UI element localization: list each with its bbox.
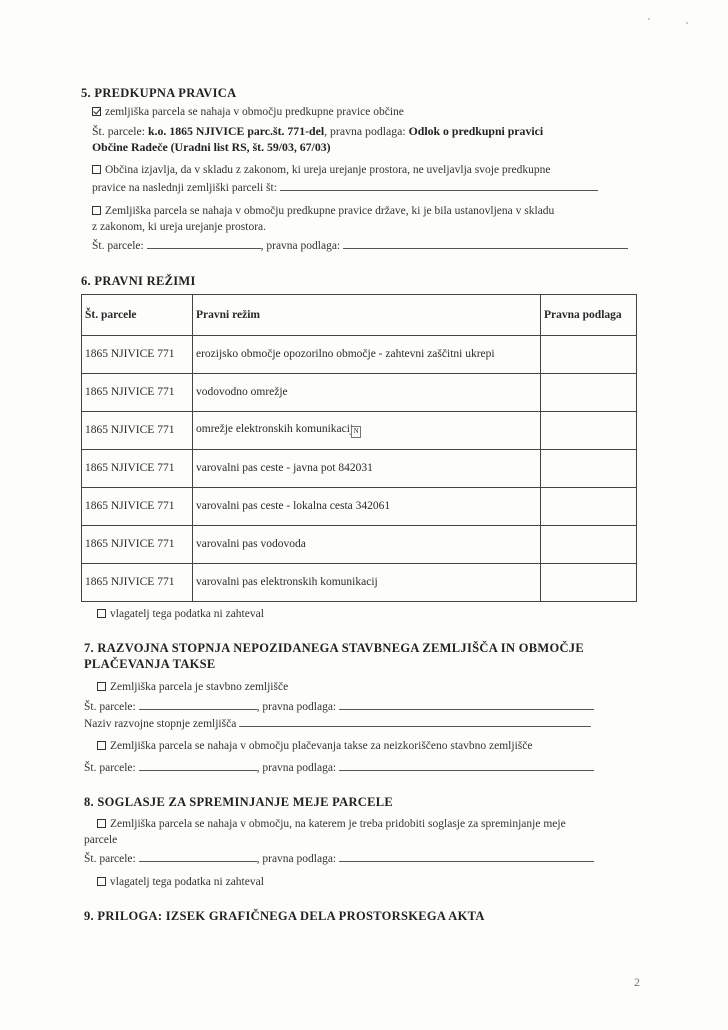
pravni-rezimi-table <box>81 294 637 602</box>
podlaga-field[interactable] <box>343 238 628 249</box>
s6-note <box>97 608 264 620</box>
s5-option-3-label: Zemljiška parcela se nahaja v območju predkupne pravice države, ki je bila ustanovljena v skladu <box>105 205 555 217</box>
parc-label: Št. parcele: <box>92 240 144 252</box>
s7-option-1-fields <box>84 699 594 713</box>
table-row <box>82 336 637 374</box>
section-8-title: 8. SOGLASJE ZA SPREMINJANJE MEJE PARCELE <box>84 795 394 809</box>
cell-rezim-text: omrežje elektronskih komunikacij <box>196 423 354 435</box>
parc-field[interactable] <box>147 238 261 249</box>
cell-podlaga <box>541 450 637 488</box>
section-7-title-cont: PLAČEVANJA TAKSE <box>84 657 216 671</box>
s8-option-1-fields <box>84 851 594 865</box>
checkbox-icon[interactable] <box>92 165 101 174</box>
checked-checkbox-icon[interactable] <box>92 107 101 116</box>
cell-podlaga <box>541 412 637 450</box>
checkbox-icon[interactable] <box>92 206 101 215</box>
s5-option-3-line-2 <box>92 221 266 233</box>
section-6-title: 6. PRAVNI REŽIMI <box>81 274 196 288</box>
page-number: 2 <box>634 975 640 989</box>
parc-label: Št. parcele: <box>84 853 136 865</box>
cell-rezim: varovalni pas elektronskih komunikacij <box>193 564 541 602</box>
podlaga-field[interactable] <box>339 851 594 862</box>
s7-naziv <box>84 716 591 730</box>
checkbox-icon[interactable] <box>97 819 106 828</box>
cell-parcela: 1865 NJIVICE 771 <box>82 526 193 564</box>
cell-rezim: vodovodno omrežje <box>193 374 541 412</box>
parc-label: Št. parcele: <box>84 762 136 774</box>
podlaga-label: , pravna podlaga: <box>256 762 337 774</box>
cell-parcela: 1865 NJIVICE 771 <box>82 564 193 602</box>
podlaga-value-cont: Občine Radeče (Uradni list RS, št. 59/03, 67/03) <box>92 140 331 154</box>
cell-rezim: varovalni pas vodovoda <box>193 526 541 564</box>
s7-option-1 <box>97 681 288 693</box>
s5-option-1-label: zemljiška parcela se nahaja v območju predkupne pravice občine <box>105 106 404 118</box>
parc-value: k.o. 1865 NJIVICE parc.št. 771-del <box>148 124 325 138</box>
table-row <box>82 374 637 412</box>
table-row <box>82 564 637 602</box>
checkbox-icon[interactable] <box>97 877 106 886</box>
s5-option-1-line-1 <box>92 124 543 139</box>
podlaga-label: , pravna podlaga: <box>256 701 337 713</box>
cell-rezim: erozijsko območje opozorilno območje - zahtevni zaščitni ukrepi <box>193 336 541 374</box>
s5-option-3-fields <box>92 238 628 252</box>
s5-option-3 <box>92 205 554 217</box>
cell-podlaga <box>541 526 637 564</box>
naziv-field[interactable] <box>239 716 591 727</box>
parc-label: Št. parcele: <box>92 124 149 138</box>
s7-option-2 <box>97 740 532 752</box>
s7-option-2-label: Zemljiška parcela se nahaja v območju plačevanja takse za neizkoriščeno stavbno zemljišče <box>110 740 533 752</box>
s7-option-2-fields <box>84 760 594 774</box>
parc-field[interactable] <box>139 760 257 771</box>
podlaga-field[interactable] <box>339 760 594 771</box>
naziv-label: Naziv razvojne stopnje zemljišča <box>84 718 237 730</box>
cell-parcela: 1865 NJIVICE 771 <box>82 336 193 374</box>
s5-option-2-line-2 <box>92 180 598 194</box>
cell-parcela: 1865 NJIVICE 771 <box>82 412 193 450</box>
table-row <box>82 488 637 526</box>
section-9-title: 9. PRILOGA: IZSEK GRAFIČNEGA DELA PROSTORSKEGA AKTA <box>84 909 485 923</box>
s8-note-label: vlagatelj tega podatka ni zahteval <box>110 876 264 888</box>
s8-option-1-label-cont: parcele <box>84 834 118 846</box>
podlaga-label: , pravna podlaga: <box>324 124 409 138</box>
cell-parcela: 1865 NJIVICE 771 <box>82 488 193 526</box>
header-parcela: Št. parcele <box>82 295 193 336</box>
s5-option-1 <box>92 106 404 118</box>
section-5-title: 5. PREDKUPNA PRAVICA <box>81 86 237 100</box>
table-row <box>82 526 637 564</box>
cell-podlaga <box>541 564 637 602</box>
s5-option-2-label-cont: pravice na naslednji zemljiški parceli št: <box>92 182 277 194</box>
podlaga-label: , pravna podlaga: <box>260 240 341 252</box>
table-header-row <box>82 295 637 336</box>
cell-podlaga <box>541 374 637 412</box>
cell-podlaga <box>541 488 637 526</box>
section-7-title: 7. RAZVOJNA STOPNJA NEPOZIDANEGA STAVBNEGA ZEMLJIŠČA IN OBMOČJE <box>84 641 584 655</box>
s7-option-1-label: Zemljiška parcela je stavbno zemljišče <box>110 681 289 693</box>
checkbox-icon[interactable] <box>97 609 106 618</box>
parc-field[interactable] <box>139 851 257 862</box>
s8-option-1-line-2 <box>84 834 117 846</box>
scan-speck <box>686 22 688 24</box>
table-row <box>82 450 637 488</box>
s5-option-1-line-2 <box>92 140 331 155</box>
cell-podlaga <box>541 336 637 374</box>
s5-option-3-label-cont: z zakonom, ki ureja urejanje prostora. <box>92 221 267 233</box>
podlaga-field[interactable] <box>339 699 594 710</box>
cell-parcela: 1865 NJIVICE 771 <box>82 450 193 488</box>
header-podlaga: Pravna podlaga <box>541 295 637 336</box>
text-cursor-icon: N <box>351 426 361 438</box>
cell-rezim: varovalni pas ceste - javna pot 842031 <box>193 450 541 488</box>
table-row <box>82 412 637 450</box>
s8-note <box>97 876 264 888</box>
checkbox-icon[interactable] <box>97 741 106 750</box>
scan-speck <box>648 18 650 20</box>
cell-rezim <box>193 412 541 450</box>
podlaga-value: Odlok o predkupni pravici <box>408 124 544 138</box>
parc-label: Št. parcele: <box>84 701 136 713</box>
blank-field[interactable] <box>280 180 598 191</box>
podlaga-label: , pravna podlaga: <box>256 853 337 865</box>
s6-note-label: vlagatelj tega podatka ni zahteval <box>110 608 264 620</box>
s5-option-2 <box>92 164 550 176</box>
s5-option-2-label: Občina izjavlja, da v skladu z zakonom, ki ureja urejanje prostora, ne uveljavlja svoje predkupne <box>105 164 551 176</box>
s8-option-1 <box>97 818 566 830</box>
cell-rezim: varovalni pas ceste - lokalna cesta 342061 <box>193 488 541 526</box>
checkbox-icon[interactable] <box>97 682 106 691</box>
parc-field[interactable] <box>139 699 257 710</box>
s8-option-1-label: Zemljiška parcela se nahaja v območju, na katerem je treba pridobiti soglasje za spreminjanje meje <box>110 818 566 830</box>
header-rezim: Pravni režim <box>193 295 541 336</box>
cell-parcela: 1865 NJIVICE 771 <box>82 374 193 412</box>
